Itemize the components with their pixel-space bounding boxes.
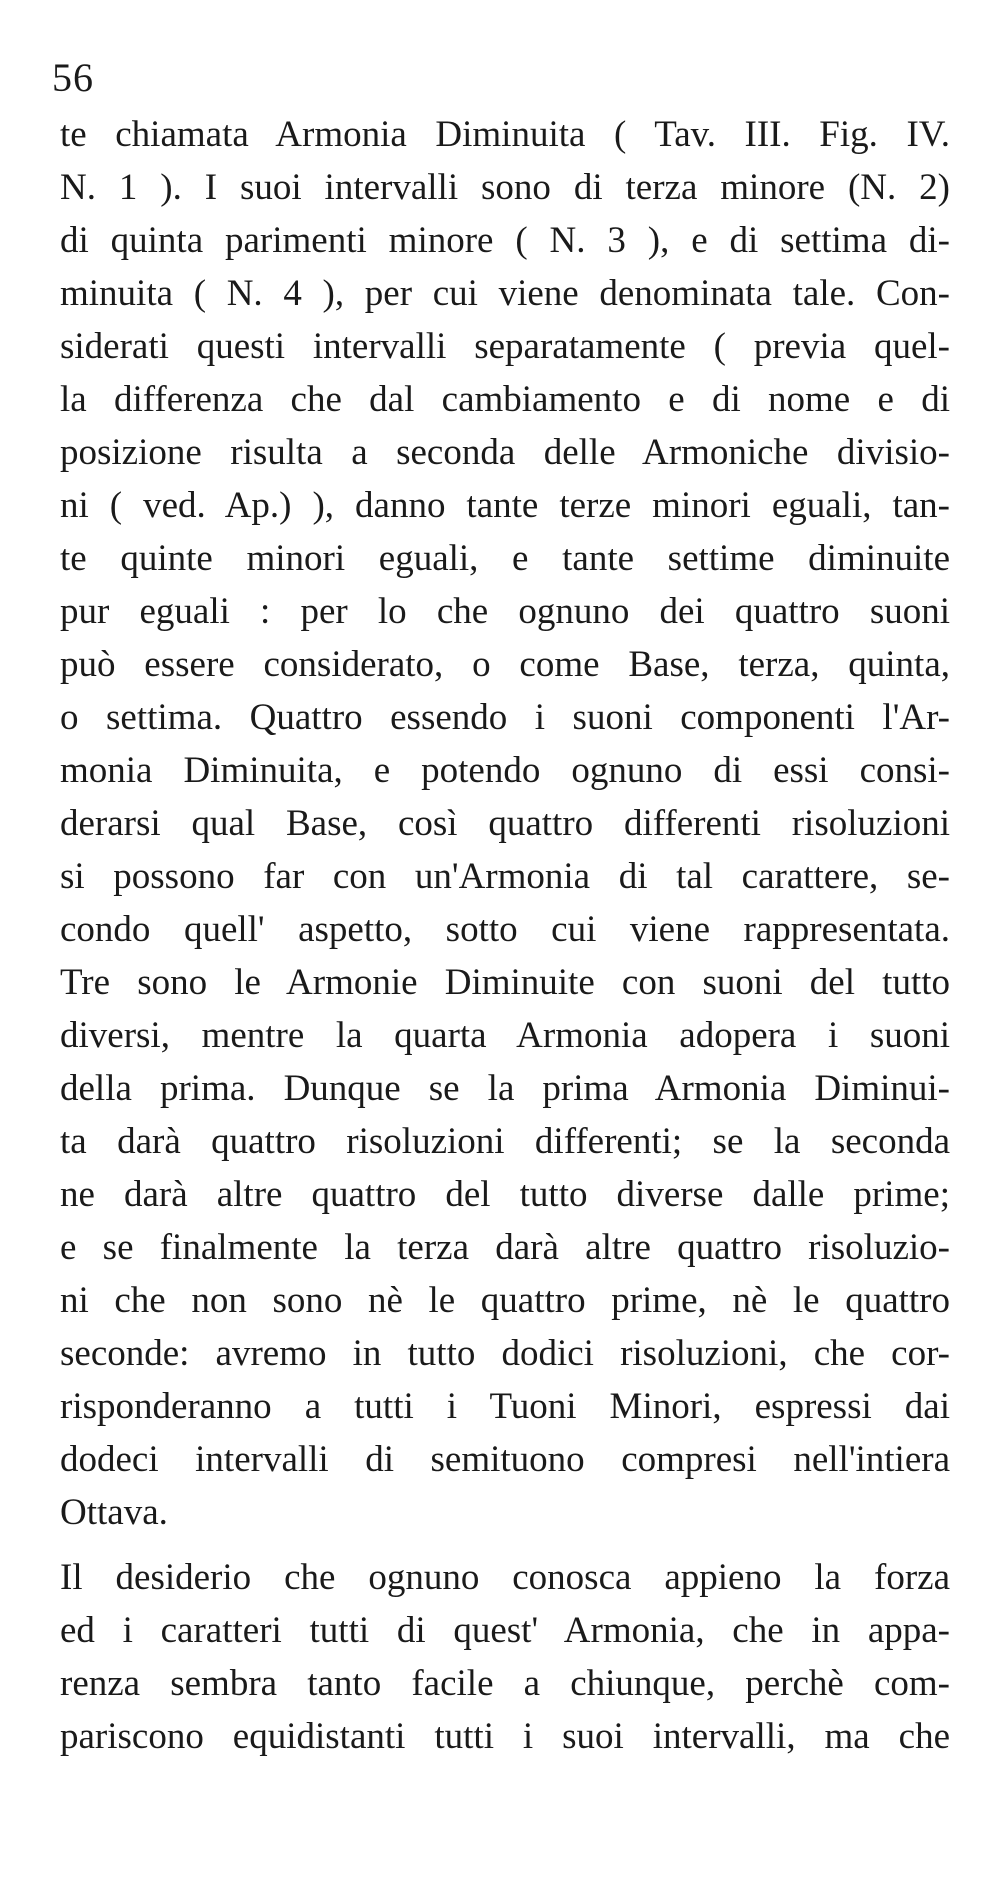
paragraph-1 bbox=[60, 108, 950, 1539]
text-line: dodeci intervalli di semituono compresi nell'intiera bbox=[60, 1439, 950, 1480]
text-line: e se finalmente la terza darà altre quattro risoluzio- bbox=[60, 1227, 950, 1268]
text-line: ne darà altre quattro del tutto diverse dalle prime; bbox=[60, 1174, 950, 1215]
text-line: della prima. Dunque se la prima Armonia Diminui- bbox=[60, 1068, 950, 1109]
text-line: ni ( ved. Ap.) ), danno tante terze minori eguali, tan- bbox=[60, 485, 950, 526]
text-line: posizione risulta a seconda delle Armoniche divisio- bbox=[60, 432, 950, 473]
text-line: te chiamata Armonia Diminuita ( Tav. III. Fig. IV. bbox=[60, 114, 950, 155]
text-line: può essere considerato, o come Base, terza, quinta, bbox=[60, 644, 950, 685]
text-line: siderati questi intervalli separatamente ( previa quel- bbox=[60, 326, 950, 367]
body-text bbox=[60, 108, 950, 1763]
paragraph-2 bbox=[60, 1551, 950, 1763]
text-line: Tre sono le Armonie Diminuite con suoni del tutto bbox=[60, 962, 950, 1003]
text-line: te quinte minori eguali, e tante settime diminuite bbox=[60, 538, 950, 579]
text-line: diversi, mentre la quarta Armonia adopera i suoni bbox=[60, 1015, 950, 1056]
text-line: condo quell' aspetto, sotto cui viene rappresentata. bbox=[60, 909, 950, 950]
text-line: monia Diminuita, e potendo ognuno di essi consi- bbox=[60, 750, 950, 791]
text-line: pur eguali : per lo che ognuno dei quattro suoni bbox=[60, 591, 950, 632]
text-line: N. 1 ). I suoi intervalli sono di terza minore (N. 2) bbox=[60, 167, 950, 208]
text-line: la differenza che dal cambiamento e di nome e di bbox=[60, 379, 950, 420]
text-line: Ottava. bbox=[60, 1492, 168, 1533]
text-line: si possono far con un'Armonia di tal carattere, se- bbox=[60, 856, 950, 897]
text-line: ni che non sono nè le quattro prime, nè le quattro bbox=[60, 1280, 950, 1321]
text-line: pariscono equidistanti tutti i suoi intervalli, ma che bbox=[60, 1716, 950, 1757]
text-line: ed i caratteri tutti di quest' Armonia, che in appa- bbox=[60, 1610, 950, 1651]
text-line: ta darà quattro risoluzioni differenti; se la seconda bbox=[60, 1121, 950, 1162]
text-line: derarsi qual Base, così quattro differenti risoluzioni bbox=[60, 803, 950, 844]
text-line: minuita ( N. 4 ), per cui viene denominata tale. Con- bbox=[60, 273, 950, 314]
text-line: Il desiderio che ognuno conosca appieno la forza bbox=[60, 1557, 950, 1598]
text-line: risponderanno a tutti i Tuoni Minori, espressi dai bbox=[60, 1386, 950, 1427]
text-line: o settima. Quattro essendo i suoni componenti l'Ar- bbox=[60, 697, 950, 738]
page-number: 56 bbox=[52, 55, 94, 100]
text-line: di quinta parimenti minore ( N. 3 ), e di settima di- bbox=[60, 220, 950, 261]
text-line: seconde: avremo in tutto dodici risoluzioni, che cor- bbox=[60, 1333, 950, 1374]
text-line: renza sembra tanto facile a chiunque, perchè com- bbox=[60, 1663, 950, 1704]
